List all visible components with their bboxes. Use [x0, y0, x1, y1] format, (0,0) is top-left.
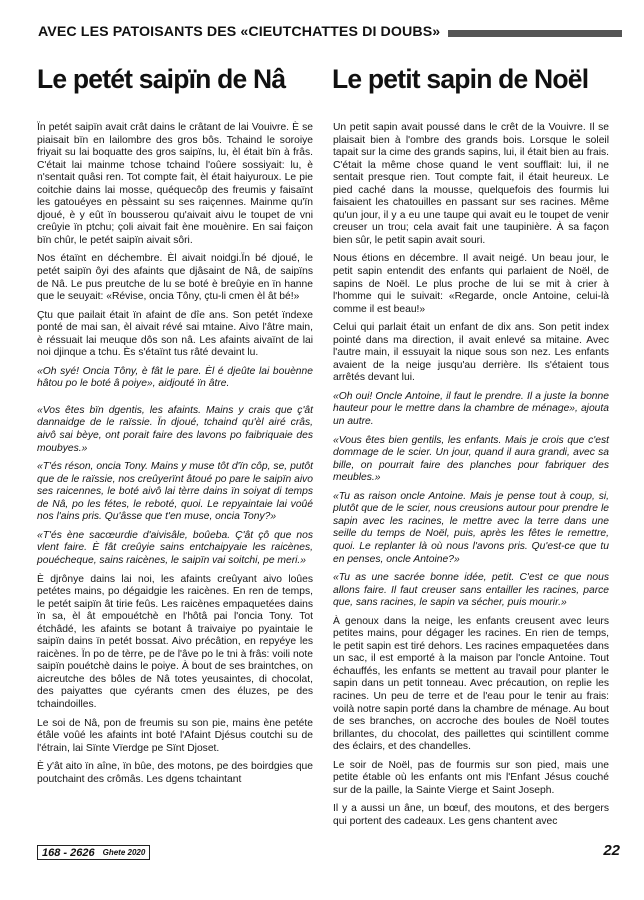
- patois-paragraph: «Vos êtes bïn dgentis, les afaints. Mains y crais que ç'ât dannaidge de le raïssie. Ïn djoué, tchaind qu'èl airé crâs, aivô sai bèye, ont porait faire des lavons po faibriquaie des moubyes.»: [37, 404, 313, 454]
- french-paragraph: Nous étions en décembre. Il avait neigé. Un beau jour, le petit sapin entendit des enfants qui parlaient de Noël, de sapins de Noël. Le plus proche de lui se mit à crier à l'homme qui le suivait: «Regarde, oncle Antoine, celui-là comme il est beau!»: [333, 253, 609, 315]
- patois-title: Le petét saipïn de Nâ: [37, 64, 286, 94]
- issue-number: 168 - 2626: [42, 846, 95, 859]
- french-paragraph: Celui qui parlait était un enfant de dix ans. Son petit index pointé dans ma direction, il avait enlevé sa mitaine. Avec l'autre main, il essuyait la nique sous son nez. Les enfants avaient de la neige jusqu'au derrière. Ils s'étaient tous arrêtés devant lui.: [333, 322, 609, 384]
- issue-box: [37, 845, 150, 860]
- french-paragraph: «Tu as raison oncle Antoine. Mais je pense tout à coup, si, plutôt que de le scier, nous creusions autour pour prendre le sapin avec les racines, le mettre avec la terre dans une seille du temps de Noël, puis, après les fêtes le remettre, quoi. Le replanter là où nous l'avons pris. Qu'est-ce que tu en penses, oncle Antoine?»: [333, 490, 609, 565]
- patois-paragraph: «T'és ène sacœurdie d'aivisâle, boûeba. Ç'ât çô que nos vlent faire. È fât creûyie sains entchaipyaie les raicènes, pouécheque, sains raicènes, le saipïn vai soitchi, pe meri.»: [37, 529, 313, 566]
- patois-paragraph: «T'és réson, oncia Tony. Mains y muse tôt d'ïn côp, se, putôt que de le raïssie, nos creûyerïnt âtoué po pare le saipïn aivo ses raicennes, le boté aivô lai tèrre dains ïn soiyat di temps de Nâ, po les fétes, le reboté, quoi. Le repyaintaie lai voûé nos l'ains pris. Qu'âsse que t'en muse, oncia Tony?»: [37, 461, 313, 523]
- french-paragraph: Un petit sapin avait poussé dans le crêt de la Vouivre. Il se plaisait bien à l'ombre des grands bois. Lorsque le soleil tapait sur la cime des grands sapins, lui, il était bien au frais. C'était la même chose quand le vent soufflait: lui, il ne sentait presque rien. Tout compte fait, il était heureux. Le pied caché dans la mousse, quelquefois des fourmis lui faisaient les chatouilles en passant sur ses racines. Même qu'un jour, il y a eu une taupe qui avait eu le toupet de venir creuser un trou; cela avait fait une taupinière. À sa façon bien sûr, le petit sapin avait souri.: [333, 122, 609, 246]
- patois-paragraph: Çtu que pailait était ïn afaint de dîe ans. Son petét ïndexe ponté de mai san, èl aivait révé sai mtaine. Aivo l'âtre main, è réssuait lai meuque dôs son nâ. Les afaints aivaïnt de lai noi djinque a tchu. Ès s'étaïnt tus râté devaint lu.: [37, 309, 313, 359]
- french-paragraph: «Vous êtes bien gentils, les enfants. Mais je crois que c'est dommage de le scier. Un jour, quand il aura grandi, avec sa bille, on pourrait faire des planches pour fabriquer des meubles.»: [333, 434, 609, 484]
- page-number: 22: [603, 842, 620, 859]
- french-paragraph: «Oh oui! Oncle Antoine, il faut le prendre. Il a juste la bonne hauteur pour le mettre dans la chambre de ménage», ajouta un autre.: [333, 390, 609, 428]
- french-paragraph: Il y a aussi un âne, un bœuf, des moutons, et des bergers qui portent des cadeaux. Les gens chantent avec: [333, 803, 609, 827]
- french-title: Le petit sapin de Noël: [332, 64, 589, 94]
- patois-paragraph: È y'ât aito ïn aîne, ïn bûe, des motons, pe des boirdgies que poutchaint des crômâs. Les dgens tchaintant: [37, 761, 313, 785]
- french-column: [333, 122, 609, 834]
- header-rule: [448, 30, 622, 37]
- section-header-text: AVEC LES PATOISANTS DES «CIEUTCHATTES DI DOUBS»: [38, 24, 441, 40]
- patois-paragraph: Le soi de Nâ, pon de freumis su son pie, mains ène petéte étâle voûé les afaints int boté l'Afaint Djésus coutchi su de l'étrain, lai Sïnte Vïerdge pe Sïnt Djoset.: [37, 717, 313, 754]
- patois-paragraph: Ïn petét saipïn avait crât dains le crâtant de lai Vouivre. È se piaisait bïn en lailombre des gros bôs. Tchaind le soroiye friyait su lai boquatte des gros saipïns, lu, èl était bïn à frâs. C'était lai mainme tchose tchaind l'oûere sossiyait: lu, è n'sentait quâsi ren. Tot compte fait, èl était haiyuroux. Le pie coitchie dains lai mosse, quéquecôp des freumis y faisaïnt les gatouéyes en pèssaint su ses raiçennes. Mainme qu'ïn djoué, è y eût ïn bousserou qu'aivait aivu le toupet de vni creûyie ïn ptchu; çoli aivait fait ène mouènire. En sai faiçon bïn chûr, le petét saipïn aivait sôri.: [37, 122, 313, 246]
- issue-season: Ghete 2020: [102, 848, 146, 857]
- patois-column: [37, 122, 313, 792]
- patois-paragraph: «Oh syé! Oncia Tôny, è fât le pare. Èl é djeûte lai bouènne hâtou po le boté â poiye», aidjouté ïn âtre.: [37, 365, 313, 390]
- french-paragraph: Le soir de Noël, pas de fourmis sur son pied, mais une petite étable où les enfants ont mis l'Enfant Jésus couché sur de la paille, la Sainte Vierge et Saint Joseph.: [333, 759, 609, 796]
- french-paragraph: «Tu as une sacrée bonne idée, petit. C'est ce que nous allons faire. Il faut creuser sans entailler les racines, parce que, sans racines, le sapin va sécher, puis mourir.»: [333, 572, 609, 609]
- patois-paragraph: È djrônye dains lai noi, les afaints creûyant aivo loûes petétes mains, po dégaidgie les raicènes. En ren de temps, le petét saipïn ât tirie feûs. Les raicènes empaquetées dains ïn sa, èl ât empouétchè en l'hôtâ pai l'oncia Tony. Tot étchâdé, les afaints se botant â traivaiye po pyaintaie le saipïn dains ïn petét bossat. Aivo précâtion, en repyéye les raicènes. Ïn po de tèrre, pe de l'âve po le tni à frâs: voili note saipïn pouétchè dains le poiye. À bout de ses braintches, on aicreutche des bôles de Nâ totes yeusaintes, di chocolat, des paiyattes que cyérants cmen des éluzes, pe des tchaindoilles.: [37, 573, 313, 710]
- section-header: [38, 20, 622, 44]
- patois-paragraph: Nos étaïnt en déchembre. Èl aivait noidgi.Ïn bé djoué, le petét saipïn ôyi des afaints que djâsaint de Nâ, de saipïns de Nâ. Le pus preutche de lu se boté è breûyie en ïn hanne que le seuyait: «Révise, oncia Tôny, çtu-li cmen èl ât bé!»: [37, 253, 313, 303]
- french-paragraph: À genoux dans la neige, les enfants creusent avec leurs petites mains, pour dégager les racines. En rien de temps, le petit sapin est tiré dehors. Les racines empaquetées dans un sac, il est emporté à la maison par l'oncle Antoine. Tout échauffés, les enfants se mettent au travail pour planter le sapin dans un petit tonneau. Avec précaution, on replie les racines. Un peu de terre et de l'eau pour le tenir au frais: voilà notre sapin porté dans la chambre de ménage. Au bout de ses branches, on accroche des boules de Noël toutes brillantes, du chocolat, des paillettes qui scintillent comme des éclairs, et des chandelles.: [333, 615, 609, 753]
